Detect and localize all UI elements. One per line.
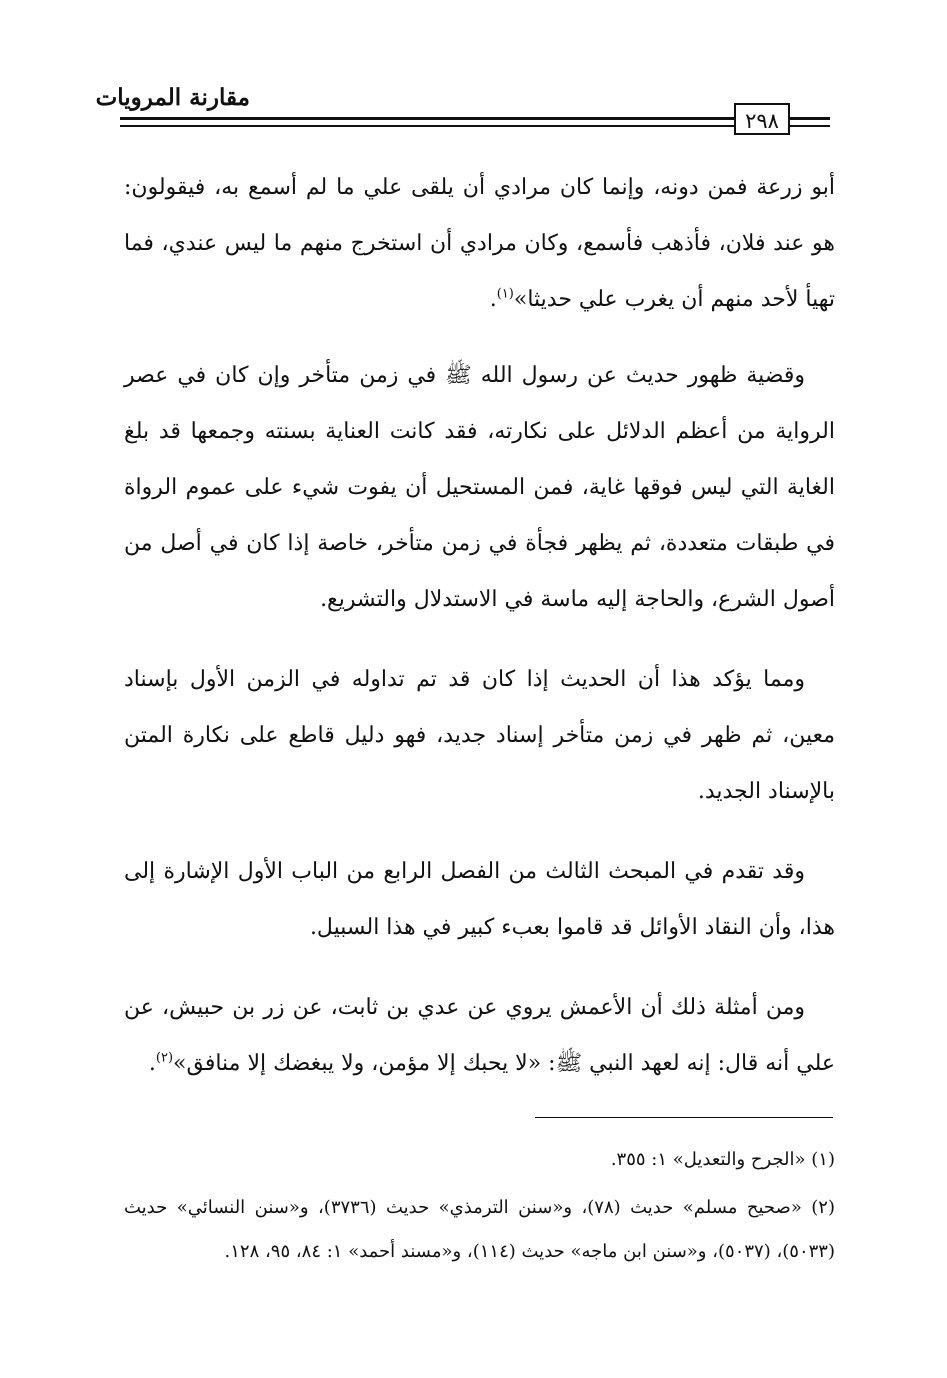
paragraph (124, 844, 835, 956)
footnotes (124, 1138, 835, 1278)
paragraph-text: ومن أمثلة ذلك أن الأعمش يروي عن عدي بن ثابت، عن زر بن حبيش، عن علي أنه قال: إنه لعهد النبي ﷺ: «لا يحبك إلا مؤمن، ولا يبغضك إلا منافق» (124, 995, 835, 1076)
running-title: مقارنة المرويات (95, 84, 250, 111)
side-rule (798, 117, 830, 120)
footnote: (١) «الجرح والتعديل» ١: ٣٥٥. (610, 1149, 835, 1170)
paragraph-end: . (148, 1051, 156, 1076)
footnote-ref: (١) (496, 286, 514, 302)
paragraph-text: ومما يؤكد هذا أن الحديث إذا كان قد تم تداوله في الزمن الأول بإسناد معين، ثم ظهر في زمن متأخر إسناد جديد، فهو دليل قاطع على نكارة المتن بالإسناد الجديد. (124, 667, 835, 804)
paragraph (124, 980, 835, 1092)
paragraph-text: أبو زرعة فمن دونه، وإنما كان مرادي أن يلقى علي ما لم أسمع به، فيقولون: هو عند فلان، فأذهب فأسمع، وكان مرادي أن استخرج منهم ما ليس عندي، فما تهيأ لأحد منهم أن يغرب علي حديثا» (124, 175, 835, 312)
paragraph-text: وقد تقدم في المبحث الثالث من الفصل الرابع من الباب الأول الإشارة إلى هذا، وأن النقاد الأوائل قد قاموا بعبء كبير في هذا السبيل. (124, 859, 835, 940)
paragraph (124, 348, 835, 628)
footnote: (٢) «صحيح مسلم» حديث (٧٨)، و«سنن الترمذي» حديث (٣٧٣٦)، و«سنن النسائي» حديث (٥٠٣٣)، (٥٠٣٧)، و«سنن ابن ماجه» حديث (١١٤)، و«مسند أحمد» ١: ٨٤، ٩٥، ١٢٨. (124, 1197, 835, 1262)
header-rule (120, 117, 830, 120)
footnote-ref: (٢) (155, 1050, 174, 1066)
main-text (124, 160, 835, 1116)
footnote-separator (535, 1117, 833, 1118)
side-rule-thin (798, 125, 830, 127)
paragraph-end: . (489, 287, 497, 312)
paragraph (124, 652, 835, 820)
paragraph (124, 160, 835, 328)
page-number: ٢٩٨ (734, 103, 790, 135)
paragraph-text: وقضية ظهور حديث عن رسول الله ﷺ في زمن متأخر وإن كان في عصر الرواية من أعظم الدلائل على نكارته، فقد كانت العناية بسنته وجمعها قد بلغ الغاية التي ليس فوقها غاية، فمن المستحيل أن يفوت شيء على عموم الرواة في طبقات متعددة، ثم يظهر فجأة في زمن متأخر، خاصة إذا كان في أصل من أصول الشرع، والحاجة إليه ماسة في الاستدلال والتشريع. (124, 363, 835, 612)
header-rule-thin (120, 125, 830, 127)
